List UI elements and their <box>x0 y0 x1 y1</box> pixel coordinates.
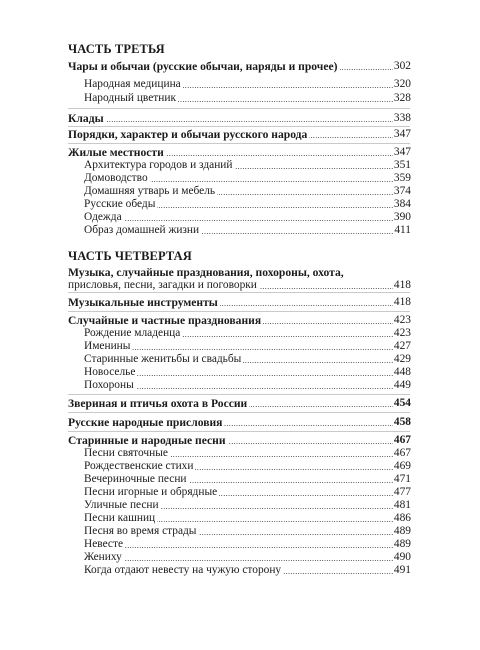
entry-title: Жилые местности <box>68 146 164 159</box>
separator <box>68 412 410 413</box>
entry-page: 418 <box>393 296 411 308</box>
entry-title: Случайные и частные празднования <box>68 314 262 327</box>
entry-title: Жениху <box>84 551 122 563</box>
entry-page: 338 <box>393 112 411 124</box>
dot-leader <box>84 538 396 551</box>
entry-title: Домоводство <box>84 172 148 184</box>
entry-title: Новоселье <box>84 366 136 378</box>
entry-page: 469 <box>393 460 411 472</box>
entry-page: 411 <box>394 224 411 236</box>
separator <box>68 292 410 293</box>
entry-page: 489 <box>393 538 411 550</box>
entry-title: Вечериночные песни <box>84 473 187 485</box>
entry-title: Песня во время страды <box>84 525 197 537</box>
entry-title: Народная медицина <box>84 78 181 90</box>
separator <box>68 311 410 312</box>
entry-page: 351 <box>393 159 411 171</box>
part3-title: ЧАСТЬ ТРЕТЬЯ <box>68 42 165 56</box>
entry-page: 302 <box>393 60 411 72</box>
entry-page: 481 <box>393 499 411 511</box>
separator <box>68 431 410 432</box>
entry-title: Старинные и народные песни <box>68 434 226 447</box>
entry-page: 477 <box>393 486 411 498</box>
entry-page: 467 <box>393 434 411 446</box>
entry-title-line2: присловья, песни, загадки и поговорки <box>68 279 257 291</box>
entry-title: Похороны <box>84 379 134 391</box>
entry-page: 429 <box>393 353 411 365</box>
entry-page: 374 <box>393 185 411 197</box>
entry-title: Музыкальные инструменты <box>68 296 218 309</box>
entry-title: Песни игорные и обрядные <box>84 486 218 498</box>
entry-page: 347 <box>393 128 411 140</box>
entry-page: 427 <box>393 340 411 352</box>
entry-title: Порядки, характер и обычаи русского народа <box>68 128 308 141</box>
entry-page: 471 <box>393 473 411 485</box>
entry-title: Старинные женитьбы и свадьбы <box>84 353 242 365</box>
entry-page: 423 <box>393 327 411 339</box>
entry-title: Народный цветник <box>84 92 176 104</box>
entry-page: 328 <box>393 92 411 104</box>
entry-page: 359 <box>393 172 411 184</box>
entry-page: 491 <box>393 564 411 576</box>
entry-title: Рождение младенца <box>84 327 181 339</box>
entry-page: 423 <box>393 314 411 326</box>
entry-title: Чары и обычаи (русские обычаи, наряды и прочее) <box>68 60 338 73</box>
entry-title: Песни кашниц <box>84 512 156 524</box>
entry-page: 347 <box>393 146 411 158</box>
entry-title: Звериная и птичья охота в России <box>68 397 248 410</box>
entry-title: Песни святочные <box>84 447 168 459</box>
entry-title: Архитектура городов и зданий <box>84 159 233 171</box>
entry-page: 320 <box>393 78 411 90</box>
separator <box>68 394 410 395</box>
entry-title: Рождественские стихи <box>84 460 194 472</box>
entry-page: 449 <box>393 379 411 391</box>
entry-page: 489 <box>393 525 411 537</box>
entry-title: Домашняя утварь и мебель <box>84 185 216 197</box>
entry-title: Когда отдают невесту на чужую сторону <box>84 564 282 576</box>
entry-title: Одежда <box>84 211 122 223</box>
entry-page: 467 <box>393 447 411 459</box>
entry-title: Невесте <box>84 538 124 550</box>
entry-page: 490 <box>393 551 411 563</box>
entry-page: 454 <box>393 397 411 409</box>
entry-page: 486 <box>393 512 411 524</box>
entry-page: 448 <box>393 366 411 378</box>
entry-title: Уличные песни <box>84 499 159 511</box>
entry-page: 458 <box>393 416 411 428</box>
dot-leader <box>84 211 396 224</box>
separator <box>68 143 410 144</box>
dot-leader <box>84 551 396 564</box>
dot-leader <box>68 112 398 125</box>
separator <box>68 108 410 109</box>
entry-page: 384 <box>393 198 411 210</box>
entry-title: Русские народные присловия <box>68 416 223 429</box>
separator <box>68 126 410 127</box>
part4-title: ЧАСТЬ ЧЕТВЕРТАЯ <box>68 249 192 263</box>
entry-title: Клады <box>68 112 104 125</box>
entry-title: Русские обеды <box>84 198 156 210</box>
entry-title: Образ домашней жизни <box>84 224 200 236</box>
entry-title: Именины <box>84 340 131 352</box>
entry-page: 390 <box>393 211 411 223</box>
entry-page: 418 <box>393 279 411 291</box>
entry-title: Музыка, случайные празднования, похороны, охота, <box>68 266 344 279</box>
